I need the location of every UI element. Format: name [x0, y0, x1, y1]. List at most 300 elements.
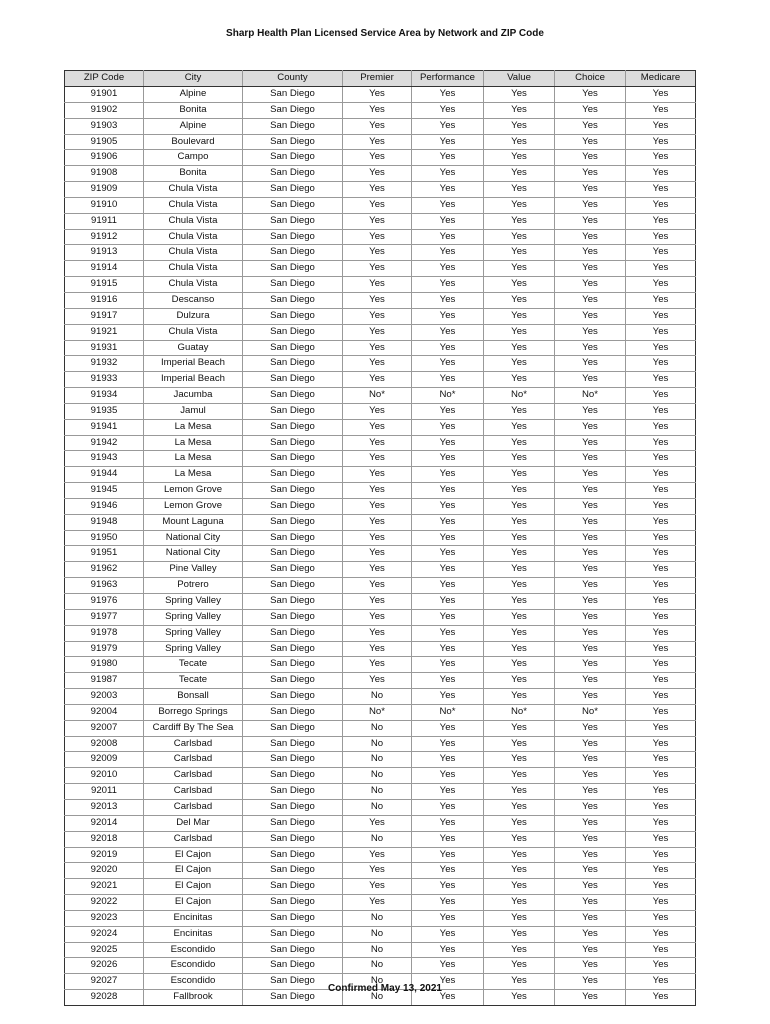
premier-cell: Yes: [343, 324, 412, 340]
performance-cell: Yes: [412, 546, 484, 562]
value-cell: Yes: [484, 372, 555, 388]
premier-cell: Yes: [343, 308, 412, 324]
choice-cell: Yes: [555, 720, 626, 736]
performance-cell: Yes: [412, 578, 484, 594]
zip-code-cell: 92009: [65, 752, 144, 768]
value-cell: Yes: [484, 799, 555, 815]
table-row: [65, 594, 696, 610]
zip-code-cell: 91944: [65, 467, 144, 483]
medicare-cell: Yes: [626, 974, 696, 990]
performance-cell: Yes: [412, 641, 484, 657]
medicare-cell: Yes: [626, 451, 696, 467]
value-cell: No*: [484, 704, 555, 720]
zip-code-cell: 91902: [65, 102, 144, 118]
performance-cell: Yes: [412, 895, 484, 911]
medicare-cell: Yes: [626, 213, 696, 229]
choice-cell: Yes: [555, 578, 626, 594]
zip-code-cell: 92007: [65, 720, 144, 736]
performance-cell: Yes: [412, 87, 484, 103]
city-cell: Pine Valley: [144, 562, 243, 578]
county-cell: San Diego: [243, 134, 343, 150]
performance-cell: Yes: [412, 926, 484, 942]
city-cell: Del Mar: [144, 815, 243, 831]
performance-cell: Yes: [412, 213, 484, 229]
county-cell: San Diego: [243, 578, 343, 594]
performance-cell: Yes: [412, 863, 484, 879]
choice-cell: Yes: [555, 451, 626, 467]
table-row: [65, 277, 696, 293]
value-cell: Yes: [484, 118, 555, 134]
county-cell: San Diego: [243, 150, 343, 166]
county-cell: San Diego: [243, 863, 343, 879]
table-row: [65, 736, 696, 752]
premier-cell: No: [343, 942, 412, 958]
medicare-cell: Yes: [626, 435, 696, 451]
county-cell: San Diego: [243, 958, 343, 974]
county-cell: San Diego: [243, 324, 343, 340]
medicare-cell: Yes: [626, 942, 696, 958]
city-cell: Guatay: [144, 340, 243, 356]
service-area-table: [64, 70, 696, 1006]
medicare-cell: Yes: [626, 594, 696, 610]
city-cell: Alpine: [144, 87, 243, 103]
value-cell: Yes: [484, 926, 555, 942]
premier-cell: Yes: [343, 102, 412, 118]
county-cell: San Diego: [243, 197, 343, 213]
col-header-premier: Premier: [343, 71, 412, 87]
premier-cell: Yes: [343, 879, 412, 895]
choice-cell: Yes: [555, 498, 626, 514]
table-row: [65, 483, 696, 499]
confirmation-footer: Confirmed May 13, 2021: [328, 983, 442, 994]
city-cell: Chula Vista: [144, 277, 243, 293]
city-cell: Tecate: [144, 657, 243, 673]
value-cell: Yes: [484, 831, 555, 847]
city-cell: La Mesa: [144, 435, 243, 451]
medicare-cell: Yes: [626, 799, 696, 815]
choice-cell: Yes: [555, 118, 626, 134]
zip-code-cell: 91933: [65, 372, 144, 388]
county-cell: San Diego: [243, 403, 343, 419]
performance-cell: Yes: [412, 102, 484, 118]
medicare-cell: Yes: [626, 245, 696, 261]
premier-cell: Yes: [343, 657, 412, 673]
medicare-cell: Yes: [626, 530, 696, 546]
county-cell: San Diego: [243, 514, 343, 530]
city-cell: El Cajon: [144, 879, 243, 895]
performance-cell: Yes: [412, 942, 484, 958]
zip-code-cell: 91917: [65, 308, 144, 324]
choice-cell: Yes: [555, 229, 626, 245]
county-cell: San Diego: [243, 895, 343, 911]
premier-cell: Yes: [343, 118, 412, 134]
table-row: [65, 625, 696, 641]
table-body: [65, 87, 696, 1006]
choice-cell: Yes: [555, 308, 626, 324]
value-cell: Yes: [484, 102, 555, 118]
performance-cell: Yes: [412, 292, 484, 308]
performance-cell: Yes: [412, 974, 484, 990]
city-cell: Alpine: [144, 118, 243, 134]
choice-cell: Yes: [555, 435, 626, 451]
county-cell: San Diego: [243, 562, 343, 578]
zip-code-cell: 91979: [65, 641, 144, 657]
zip-code-cell: 92019: [65, 847, 144, 863]
zip-code-cell: 91942: [65, 435, 144, 451]
medicare-cell: Yes: [626, 150, 696, 166]
performance-cell: Yes: [412, 799, 484, 815]
value-cell: Yes: [484, 87, 555, 103]
city-cell: Borrego Springs: [144, 704, 243, 720]
zip-code-cell: 91963: [65, 578, 144, 594]
table-row: [65, 641, 696, 657]
county-cell: San Diego: [243, 435, 343, 451]
county-cell: San Diego: [243, 815, 343, 831]
value-cell: Yes: [484, 641, 555, 657]
medicare-cell: Yes: [626, 229, 696, 245]
value-cell: Yes: [484, 182, 555, 198]
choice-cell: Yes: [555, 292, 626, 308]
choice-cell: Yes: [555, 182, 626, 198]
table-row: [65, 451, 696, 467]
performance-cell: Yes: [412, 768, 484, 784]
choice-cell: Yes: [555, 752, 626, 768]
value-cell: Yes: [484, 356, 555, 372]
medicare-cell: Yes: [626, 134, 696, 150]
table-row: [65, 388, 696, 404]
premier-cell: Yes: [343, 498, 412, 514]
zip-code-cell: 91980: [65, 657, 144, 673]
value-cell: Yes: [484, 134, 555, 150]
zip-code-cell: 92014: [65, 815, 144, 831]
document-title: Sharp Health Plan Licensed Service Area by Network and ZIP Code: [226, 28, 544, 39]
value-cell: Yes: [484, 910, 555, 926]
value-cell: Yes: [484, 863, 555, 879]
medicare-cell: Yes: [626, 166, 696, 182]
city-cell: Bonita: [144, 166, 243, 182]
performance-cell: Yes: [412, 720, 484, 736]
medicare-cell: Yes: [626, 403, 696, 419]
col-header-county: County: [243, 71, 343, 87]
medicare-cell: Yes: [626, 498, 696, 514]
table-row: [65, 673, 696, 689]
city-cell: National City: [144, 530, 243, 546]
city-cell: Chula Vista: [144, 229, 243, 245]
premier-cell: Yes: [343, 150, 412, 166]
performance-cell: Yes: [412, 419, 484, 435]
choice-cell: Yes: [555, 356, 626, 372]
choice-cell: No*: [555, 704, 626, 720]
zip-code-cell: 91943: [65, 451, 144, 467]
value-cell: Yes: [484, 895, 555, 911]
value-cell: Yes: [484, 213, 555, 229]
zip-code-cell: 92010: [65, 768, 144, 784]
performance-cell: Yes: [412, 815, 484, 831]
premier-cell: Yes: [343, 863, 412, 879]
zip-code-cell: 91932: [65, 356, 144, 372]
county-cell: San Diego: [243, 752, 343, 768]
premier-cell: No: [343, 910, 412, 926]
medicare-cell: Yes: [626, 831, 696, 847]
performance-cell: Yes: [412, 150, 484, 166]
performance-cell: Yes: [412, 530, 484, 546]
table-row: [65, 942, 696, 958]
choice-cell: Yes: [555, 467, 626, 483]
table-row: [65, 847, 696, 863]
zip-code-cell: 91915: [65, 277, 144, 293]
performance-cell: Yes: [412, 277, 484, 293]
performance-cell: Yes: [412, 879, 484, 895]
premier-cell: No: [343, 768, 412, 784]
medicare-cell: Yes: [626, 483, 696, 499]
value-cell: Yes: [484, 958, 555, 974]
zip-code-cell: 92025: [65, 942, 144, 958]
premier-cell: Yes: [343, 641, 412, 657]
table-row: [65, 229, 696, 245]
value-cell: Yes: [484, 261, 555, 277]
value-cell: Yes: [484, 245, 555, 261]
choice-cell: Yes: [555, 847, 626, 863]
table-row: [65, 910, 696, 926]
choice-cell: Yes: [555, 134, 626, 150]
premier-cell: No: [343, 799, 412, 815]
value-cell: Yes: [484, 689, 555, 705]
choice-cell: Yes: [555, 197, 626, 213]
city-cell: Encinitas: [144, 910, 243, 926]
medicare-cell: Yes: [626, 609, 696, 625]
table-row: [65, 831, 696, 847]
performance-cell: Yes: [412, 689, 484, 705]
choice-cell: Yes: [555, 530, 626, 546]
county-cell: San Diego: [243, 483, 343, 499]
performance-cell: Yes: [412, 736, 484, 752]
city-cell: Lemon Grove: [144, 483, 243, 499]
premier-cell: Yes: [343, 229, 412, 245]
table-row: [65, 213, 696, 229]
performance-cell: Yes: [412, 483, 484, 499]
medicare-cell: Yes: [626, 768, 696, 784]
county-cell: San Diego: [243, 467, 343, 483]
city-cell: Chula Vista: [144, 182, 243, 198]
medicare-cell: Yes: [626, 356, 696, 372]
value-cell: Yes: [484, 594, 555, 610]
performance-cell: Yes: [412, 261, 484, 277]
premier-cell: Yes: [343, 895, 412, 911]
zip-code-cell: 91951: [65, 546, 144, 562]
value-cell: Yes: [484, 625, 555, 641]
value-cell: Yes: [484, 277, 555, 293]
table-row: [65, 261, 696, 277]
zip-code-cell: 91978: [65, 625, 144, 641]
zip-code-cell: 92021: [65, 879, 144, 895]
city-cell: Carlsbad: [144, 736, 243, 752]
col-header-city: City: [144, 71, 243, 87]
premier-cell: No: [343, 784, 412, 800]
county-cell: San Diego: [243, 657, 343, 673]
medicare-cell: Yes: [626, 87, 696, 103]
zip-code-cell: 91977: [65, 609, 144, 625]
performance-cell: Yes: [412, 673, 484, 689]
county-cell: San Diego: [243, 784, 343, 800]
county-cell: San Diego: [243, 419, 343, 435]
zip-code-cell: 91906: [65, 150, 144, 166]
table-row: [65, 562, 696, 578]
table-row: [65, 926, 696, 942]
value-cell: Yes: [484, 990, 555, 1006]
city-cell: Escondido: [144, 958, 243, 974]
col-header-choice: Choice: [555, 71, 626, 87]
choice-cell: Yes: [555, 546, 626, 562]
city-cell: National City: [144, 546, 243, 562]
city-cell: Bonsall: [144, 689, 243, 705]
performance-cell: Yes: [412, 435, 484, 451]
value-cell: Yes: [484, 784, 555, 800]
premier-cell: Yes: [343, 530, 412, 546]
table-row: [65, 166, 696, 182]
county-cell: San Diego: [243, 799, 343, 815]
table-row: [65, 340, 696, 356]
county-cell: San Diego: [243, 942, 343, 958]
county-cell: San Diego: [243, 831, 343, 847]
table-row: [65, 530, 696, 546]
col-header-performance: Performance: [412, 71, 484, 87]
city-cell: Spring Valley: [144, 609, 243, 625]
medicare-cell: Yes: [626, 958, 696, 974]
county-cell: San Diego: [243, 166, 343, 182]
medicare-cell: Yes: [626, 388, 696, 404]
medicare-cell: Yes: [626, 277, 696, 293]
choice-cell: Yes: [555, 942, 626, 958]
value-cell: Yes: [484, 403, 555, 419]
premier-cell: Yes: [343, 467, 412, 483]
value-cell: Yes: [484, 974, 555, 990]
performance-cell: No*: [412, 388, 484, 404]
county-cell: San Diego: [243, 768, 343, 784]
value-cell: Yes: [484, 720, 555, 736]
table-row: [65, 308, 696, 324]
premier-cell: No*: [343, 388, 412, 404]
value-cell: Yes: [484, 292, 555, 308]
medicare-cell: Yes: [626, 657, 696, 673]
value-cell: Yes: [484, 530, 555, 546]
medicare-cell: Yes: [626, 879, 696, 895]
medicare-cell: Yes: [626, 895, 696, 911]
value-cell: Yes: [484, 467, 555, 483]
county-cell: San Diego: [243, 229, 343, 245]
table-row: [65, 752, 696, 768]
zip-code-cell: 91901: [65, 87, 144, 103]
choice-cell: Yes: [555, 910, 626, 926]
zip-code-cell: 92013: [65, 799, 144, 815]
table-row: [65, 356, 696, 372]
city-cell: Carlsbad: [144, 784, 243, 800]
zip-code-cell: 91962: [65, 562, 144, 578]
performance-cell: Yes: [412, 308, 484, 324]
premier-cell: Yes: [343, 673, 412, 689]
zip-code-cell: 91934: [65, 388, 144, 404]
zip-code-cell: 91910: [65, 197, 144, 213]
medicare-cell: Yes: [626, 562, 696, 578]
choice-cell: Yes: [555, 641, 626, 657]
performance-cell: Yes: [412, 847, 484, 863]
city-cell: Cardiff By The Sea: [144, 720, 243, 736]
city-cell: El Cajon: [144, 863, 243, 879]
medicare-cell: Yes: [626, 372, 696, 388]
city-cell: Potrero: [144, 578, 243, 594]
choice-cell: Yes: [555, 831, 626, 847]
value-cell: Yes: [484, 847, 555, 863]
county-cell: San Diego: [243, 990, 343, 1006]
performance-cell: Yes: [412, 134, 484, 150]
choice-cell: Yes: [555, 245, 626, 261]
medicare-cell: Yes: [626, 926, 696, 942]
zip-code-cell: 91948: [65, 514, 144, 530]
zip-code-cell: 91912: [65, 229, 144, 245]
premier-cell: No: [343, 752, 412, 768]
table-row: [65, 182, 696, 198]
premier-cell: No: [343, 926, 412, 942]
county-cell: San Diego: [243, 546, 343, 562]
city-cell: El Cajon: [144, 895, 243, 911]
zip-code-cell: 91909: [65, 182, 144, 198]
city-cell: Encinitas: [144, 926, 243, 942]
choice-cell: No*: [555, 388, 626, 404]
zip-code-cell: 91945: [65, 483, 144, 499]
choice-cell: Yes: [555, 594, 626, 610]
table-row: [65, 197, 696, 213]
premier-cell: Yes: [343, 419, 412, 435]
value-cell: Yes: [484, 815, 555, 831]
medicare-cell: Yes: [626, 910, 696, 926]
county-cell: San Diego: [243, 609, 343, 625]
county-cell: San Diego: [243, 308, 343, 324]
medicare-cell: Yes: [626, 847, 696, 863]
county-cell: San Diego: [243, 689, 343, 705]
medicare-cell: Yes: [626, 736, 696, 752]
performance-cell: Yes: [412, 451, 484, 467]
table-row: [65, 863, 696, 879]
performance-cell: Yes: [412, 403, 484, 419]
zip-code-cell: 91935: [65, 403, 144, 419]
premier-cell: No: [343, 736, 412, 752]
performance-cell: Yes: [412, 356, 484, 372]
premier-cell: Yes: [343, 815, 412, 831]
county-cell: San Diego: [243, 720, 343, 736]
city-cell: Spring Valley: [144, 641, 243, 657]
choice-cell: Yes: [555, 261, 626, 277]
table-row: [65, 704, 696, 720]
zip-code-cell: 91946: [65, 498, 144, 514]
city-cell: Carlsbad: [144, 831, 243, 847]
medicare-cell: Yes: [626, 784, 696, 800]
medicare-cell: Yes: [626, 324, 696, 340]
zip-code-cell: 91914: [65, 261, 144, 277]
table-row: [65, 372, 696, 388]
county-cell: San Diego: [243, 372, 343, 388]
zip-code-cell: 92023: [65, 910, 144, 926]
table-row: [65, 958, 696, 974]
value-cell: Yes: [484, 340, 555, 356]
performance-cell: Yes: [412, 562, 484, 578]
performance-cell: Yes: [412, 498, 484, 514]
medicare-cell: Yes: [626, 704, 696, 720]
medicare-cell: Yes: [626, 292, 696, 308]
county-cell: San Diego: [243, 879, 343, 895]
medicare-cell: Yes: [626, 578, 696, 594]
medicare-cell: Yes: [626, 673, 696, 689]
zip-code-cell: 91905: [65, 134, 144, 150]
zip-code-cell: 92004: [65, 704, 144, 720]
